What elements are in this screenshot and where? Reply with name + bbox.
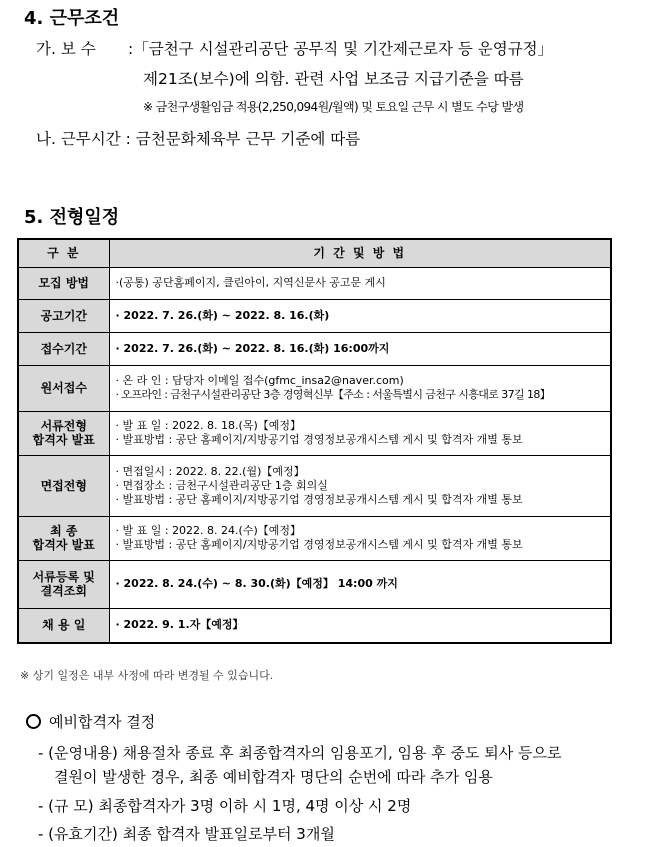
row-content: ·(공통) 공단홈페이지, 클린아이, 지역신문사 공고문 게시 bbox=[109, 267, 611, 299]
schedule-footnote: ※ 상기 일정은 내부 사정에 따라 변경될 수 있습니다. bbox=[20, 669, 274, 682]
row-label bbox=[18, 411, 109, 455]
row-content bbox=[109, 455, 611, 516]
pay-line1: :「금천구 시설관리공단 공무직 및 기간제근로자 등 운영규정」 bbox=[128, 40, 554, 58]
row-label-line: 결격조회 bbox=[40, 584, 87, 598]
table-row bbox=[18, 560, 611, 608]
reserve-heading bbox=[26, 711, 155, 732]
row-label bbox=[18, 560, 109, 608]
row-label: 모집 방법 bbox=[18, 267, 109, 299]
row-label-line: 합격자 발표 bbox=[32, 433, 95, 447]
row-line: · 오프라인 : 금천구시설관리공단 3층 경영혁신부【주소 : 서울특별시 금천구 시흥대로 37길 18】 bbox=[115, 388, 551, 401]
row-content: · 2022. 8. 24.(수) ~ 8. 30.(화)【예정】 14:00 까지 bbox=[109, 560, 611, 608]
table-row bbox=[18, 299, 611, 332]
row-line: · 발표방법 : 공단 홈페이지/지방공기업 경영정보공개시스템 게시 및 합격자 개별 통보 bbox=[115, 492, 523, 506]
row-label bbox=[18, 516, 109, 560]
reserve-item3: - (유효기간) 최종 합격자 발표일로부터 3개월 bbox=[38, 825, 335, 843]
row-label: 채 용 일 bbox=[18, 608, 109, 643]
row-line: · 면접장소 : 금천구시설관리공단 1층 회의실 bbox=[115, 478, 328, 492]
table-row bbox=[18, 411, 611, 455]
pay-note: ※ 금천구생활임금 적용(2,250,094원/월액) 및 토요일 근무 시 별도 수당 발생 bbox=[143, 100, 524, 114]
header-category: 구 분 bbox=[18, 239, 109, 267]
table-row bbox=[18, 455, 611, 516]
header-method: 기 간 및 방 법 bbox=[109, 239, 611, 267]
row-label-line: 서류전형 bbox=[40, 419, 87, 433]
row-line: · 발 표 일 : 2022. 8. 24.(수)【예정】 bbox=[115, 524, 301, 537]
row-line: · 발 표 일 : 2022. 8. 18.(목)【예정】 bbox=[115, 419, 301, 432]
row-label: 면접전형 bbox=[18, 455, 109, 516]
section5-title: 5. 전형일정 bbox=[24, 207, 120, 228]
reserve-item2: - (규 모) 최종합격자가 3명 이하 시 1명, 4명 이상 시 2명 bbox=[38, 797, 412, 815]
row-line: · 온 라 인 : 담당자 이메일 접수(gfmc_insa2@naver.com) bbox=[115, 374, 404, 387]
table-row bbox=[18, 516, 611, 560]
row-label: 원서접수 bbox=[18, 365, 109, 411]
table-header-row bbox=[18, 239, 611, 267]
row-content: · 2022. 7. 26.(화) ~ 2022. 8. 16.(화) 16:00까지 bbox=[109, 332, 611, 365]
row-line: · 발표방법 : 공단 홈페이지/지방공기업 경영정보공개시스템 게시 및 합격자 개별 통보 bbox=[115, 433, 523, 446]
pay-label: 가. 보 수 bbox=[36, 40, 96, 58]
table-row bbox=[18, 608, 611, 643]
schedule-table bbox=[17, 238, 612, 644]
table-row bbox=[18, 332, 611, 365]
row-content bbox=[109, 411, 611, 455]
row-label: 공고기간 bbox=[18, 299, 109, 332]
row-content: · 2022. 9. 1.자【예정】 bbox=[109, 608, 611, 643]
row-line: · 면접일시 : 2022. 8. 22.(월)【예정】 bbox=[115, 464, 305, 478]
reserve-item1-line2: 결원이 발생한 경우, 최종 예비합격자 명단의 순번에 따라 추가 임용 bbox=[54, 768, 493, 786]
section4-title: 4. 근무조건 bbox=[24, 8, 120, 29]
reserve-item1-line1: - (운영내용) 채용절차 종료 후 최종합격자의 임용포기, 임용 후 중도 퇴사 등으로 bbox=[38, 744, 562, 762]
row-label-line: 합격자 발표 bbox=[32, 538, 95, 552]
circle-bullet-icon bbox=[26, 714, 41, 729]
pay-line2: 제21조(보수)에 의함. 관련 사업 보조금 지급기준을 따름 bbox=[143, 70, 524, 88]
row-content: · 2022. 7. 26.(화) ~ 2022. 8. 16.(화) bbox=[109, 299, 611, 332]
reserve-title: 예비합격자 결정 bbox=[49, 713, 156, 731]
table-row bbox=[18, 267, 611, 299]
row-content bbox=[109, 516, 611, 560]
row-content bbox=[109, 365, 611, 411]
row-label-line: 최 종 bbox=[50, 524, 78, 538]
row-line: · 발표방법 : 공단 홈페이지/지방공기업 경영정보공개시스템 게시 및 합격자 개별 통보 bbox=[115, 538, 523, 551]
hours-text: 나. 근무시간 : 금천문화체육부 근무 기준에 따름 bbox=[36, 130, 361, 148]
row-label-line: 서류등록 및 bbox=[32, 570, 95, 584]
row-label: 접수기간 bbox=[18, 332, 109, 365]
table-row bbox=[18, 365, 611, 411]
